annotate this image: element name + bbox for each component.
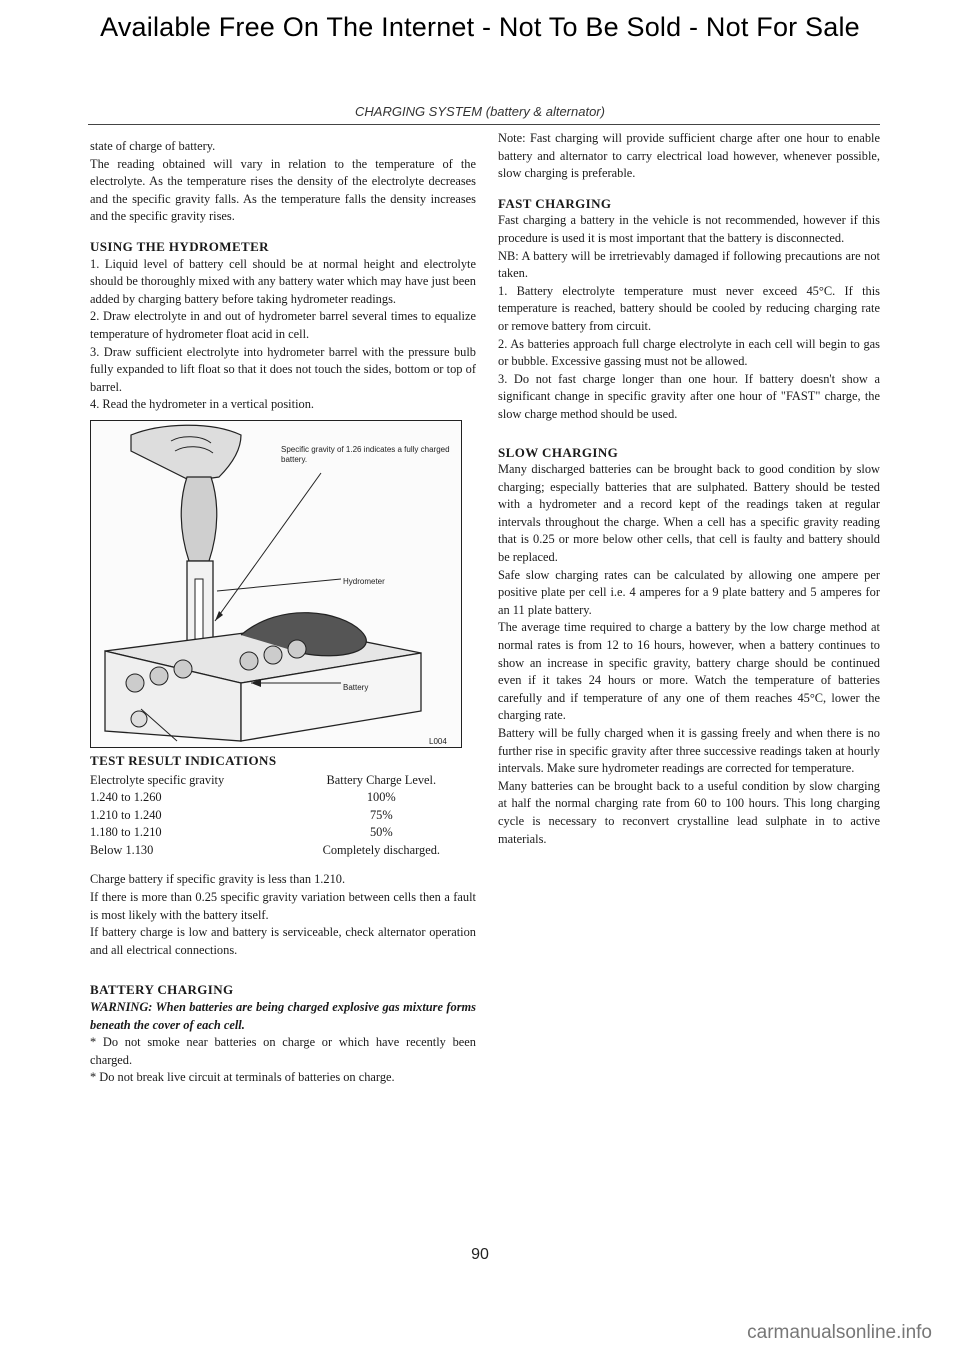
table-cell: 50% — [369, 825, 393, 840]
after-results-text: If there is more than 0.25 specific gravity variation between cells then a fault is most likely with the battery itself. — [90, 890, 476, 922]
running-head: CHARGING SYSTEM (battery & alternator) — [355, 104, 605, 119]
bullet-item: * Do not break live circuit at terminals of batteries on charge. — [90, 1070, 395, 1085]
footer-watermark: carmanualsonline.info — [747, 1322, 932, 1343]
fast-charging-step: 2. As batteries approach full charge electrolyte in each cell will begin to gas or bubble. Excessive gassing must not be allowed. — [498, 336, 880, 369]
hydrometer-heading: USING THE HYDROMETER — [90, 238, 269, 254]
pressure-bulb — [181, 477, 217, 561]
slow-charging-heading: SLOW CHARGING — [498, 444, 619, 460]
table-cell: 100% — [366, 790, 396, 805]
results-heading: TEST RESULT INDICATIONS — [90, 752, 277, 768]
fast-charging-step: 1. Battery electrolyte temperature must never exceed 45°C. If this temperature is reached, battery should be cooled by reducing charging rate or remove battery from circuit. — [498, 283, 880, 333]
hand-shape — [131, 425, 241, 481]
warning-text: WARNING: When batteries are being charged explosive gas mixture forms beneath the cover of each cell. — [90, 1000, 476, 1032]
table-row — [90, 807, 470, 825]
hydrometer-figure — [90, 420, 462, 748]
hydrometer-step: 1. Liquid level of battery cell should be at normal height and electrolyte should be thoroughly mixed with any battery water which may have just been added by charging battery before taking hydrometer readings. — [90, 256, 476, 306]
page-number: 90 — [471, 1246, 489, 1263]
left-column — [90, 138, 476, 1087]
slow-charging-paragraph: The average time required to charge a battery by the low charge method at normal rates is from 12 to 16 hours, however, when a battery continues to show an increase in specific gravity, battery charge should be continued even if it takes 24 hours or more. Watch the temperature of batteries carefully and if temperature of any one of them reaches 45°C, lower the charging rate. — [498, 620, 880, 723]
table-header-cell: Electrolyte specific gravity — [90, 772, 225, 787]
fast-charging-step: 3. Do not fast charge longer than one hour. If battery doesn't show a significant change in specific gravity after one hour of "FAST" charge, the slow charge method should be used. — [498, 371, 880, 421]
note-text: Note: Fast charging will provide sufficient charge after one hour to enable battery and alternator to carry electrical load however, whenever possible, slow charging is preferable. — [498, 131, 880, 181]
table-cell: 1.210 to 1.240 — [90, 807, 162, 822]
slow-charging-paragraph: Battery will be fully charged when it is gassing freely and when there is no further rise in specific gravity after three successive readings taken at hourly intervals. Make sure hydrometer readings are corrected for temperature. — [498, 726, 880, 776]
slow-charging-paragraph: Many batteries can be brought back to a useful condition by slow charging at half the normal charging rate from 60 to 100 hours. This long charging cycle is necessary to reconvert crystalline lead sulphate in to active materials. — [498, 778, 880, 846]
hydrometer-step: 2. Draw electrolyte in and out of hydrometer barrel several times to equalize temperature of hydrometer float acid in cell. — [90, 309, 476, 341]
label-hydrometer: Hydrometer — [343, 576, 385, 586]
hydrometer-step: 4. Read the hydrometer in a vertical position. — [90, 397, 314, 412]
right-column — [498, 130, 880, 848]
fast-charging-intro: Fast charging a battery in the vehicle is not recommended, however if this procedure is used it is most important that the battery is disconnected. — [498, 213, 880, 245]
watermark-banner: Available Free On The Internet - Not To Be Sold - Not For Sale — [100, 12, 860, 42]
table-header-row — [90, 772, 470, 790]
after-results-text: Charge battery if specific gravity is less than 1.210. — [90, 872, 346, 887]
table-cell: Below 1.130 — [90, 842, 154, 857]
fast-charging-nb: NB: A battery will be irretrievably damaged if following precautions are not taken. — [498, 248, 880, 281]
hydrometer-illustration — [91, 421, 461, 747]
float — [195, 579, 203, 639]
charging-heading: BATTERY CHARGING — [90, 982, 234, 998]
table-cell: 1.180 to 1.210 — [90, 825, 162, 840]
after-results-text: If battery charge is low and battery is serviceable, check alternator operation and all electrical connections. — [90, 925, 476, 957]
figure-caption: Specific gravity of 1.26 indicates a fully charged battery. — [281, 444, 450, 464]
slow-charging-paragraph: Safe slow charging rates can be calculated by allowing one ampere per positive plate per cell i.e. 4 amperes for a 9 plate battery and 5 amperes for an 11 plate battery. — [498, 567, 880, 617]
header-rule — [88, 124, 880, 125]
slow-charging-paragraph: Many discharged batteries can be brought back to good condition by slow charging; especially batteries that are sulphated. Battery should be tested with a hydrometer and a record kept of the readings taken at regular intervals throughout the charge. When a cell has a specific gravity reading that is 0.25 or more below other cells, that cell is faulty and battery should be replaced. — [498, 462, 880, 565]
table-row — [90, 789, 470, 807]
table-header-cell: Battery Charge Level. — [326, 772, 437, 787]
intro-text: state of charge of battery. — [90, 139, 216, 153]
label-battery: Battery — [343, 682, 369, 692]
results-table — [90, 772, 470, 860]
table-cell: Completely discharged. — [322, 842, 441, 857]
table-row — [90, 824, 470, 842]
table-cell: 75% — [369, 807, 393, 822]
table-row — [90, 842, 470, 860]
figure-code: L004 — [429, 736, 447, 746]
fast-charging-heading: FAST CHARGING — [498, 195, 612, 211]
bullet-item: * Do not smoke near batteries on charge or which have recently been charged. — [90, 1035, 476, 1067]
table-cell: 1.240 to 1.260 — [90, 790, 162, 805]
hydrometer-step: 3. Draw sufficient electrolyte into hydrometer barrel with the pressure bulb fully expanded to lift float so that it does not touch the sides, bottom or top of barrel. — [90, 344, 476, 394]
temperature-paragraph: The reading obtained will vary in relation to the temperature of the electrolyte. As the temperature rises the density of the electrolyte decreases and the specific gravity falls. As the temperature falls the density increases and the specific gravity rises. — [90, 156, 476, 224]
